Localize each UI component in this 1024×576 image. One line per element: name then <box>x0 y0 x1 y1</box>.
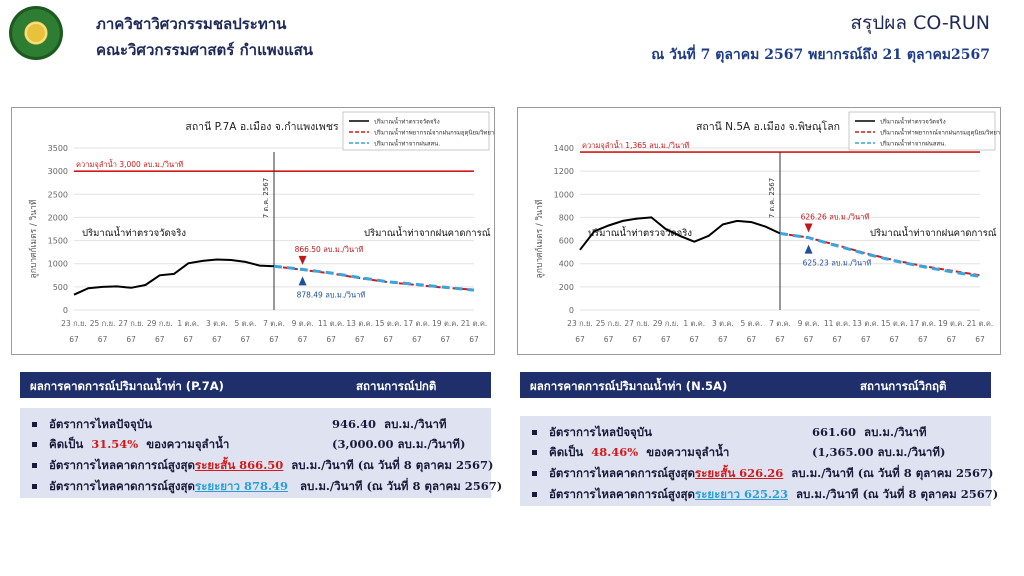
x-tick-year: 67 <box>775 335 785 344</box>
forecast-region-label: ปริมาณน้ำท่าจากฝนคาดการณ์ <box>870 228 997 239</box>
x-tick-label: 25 ก.ย. <box>595 319 622 328</box>
x-tick-label: 27 ก.ย. <box>624 319 650 328</box>
n5a-short-row: อัตราการไหลคาดการณ์สูงสุดระยะสั้น 626.26 ลบ.ม./วินาที (ณ วันที่ 8 ตุลาคม 2567) <box>532 465 993 483</box>
x-tick-label: 17 ต.ค. <box>403 319 431 328</box>
y-tick-label: 500 <box>52 282 68 292</box>
page-title: สรุปผล CO-RUN <box>850 12 990 34</box>
n5a-pct-row: คิดเป็น 48.46% ของความจุลำน้ำ <box>532 444 729 462</box>
y-tick-label: 1200 <box>553 167 574 177</box>
x-tick-year: 67 <box>603 335 614 344</box>
x-tick-label: 27 ก.ย. <box>118 319 144 328</box>
y-tick-label: 3500 <box>47 144 68 153</box>
x-tick-label: 15 ต.ค. <box>374 319 402 328</box>
observed-region-label: ปริมาณน้ำท่าตรวจวัดจริง <box>82 228 186 239</box>
chart-n5a-svg <box>518 108 1000 354</box>
series-line-observed <box>74 260 274 295</box>
x-tick-year: 67 <box>946 335 957 344</box>
y-axis-label: ลูกบาศก์เมตร / วินาที <box>535 199 545 279</box>
y-tick-label: 1000 <box>47 259 68 269</box>
p7a-summary-box <box>20 408 503 498</box>
peak-long-label: 878.49 ลบ.ม./วินาที <box>296 290 366 300</box>
x-tick-label: 29 ก.ย. <box>146 319 173 328</box>
y-tick-label: 2000 <box>47 213 68 223</box>
x-tick-year: 67 <box>212 335 222 344</box>
y-tick-label: 0 <box>62 306 68 315</box>
y-axis-label: ลูกบาศก์เมตร / วินาที <box>29 199 39 279</box>
x-tick-year: 67 <box>240 335 251 344</box>
peak-short-marker <box>805 224 813 233</box>
series-line-forecast_tmd <box>780 233 980 275</box>
y-tick-label: 1400 <box>553 144 574 153</box>
y-tick-label: 2500 <box>47 190 68 200</box>
observed-region-label: ปริมาณน้ำท่าตรวจวัดจริง <box>588 228 692 239</box>
peak-short-label: 626.26 ลบ.ม./วินาที <box>800 212 870 222</box>
x-tick-year: 67 <box>918 335 928 344</box>
x-tick-label: 25 ก.ย. <box>89 319 116 328</box>
n5a-current-value: 661.60 ลบ.ม./วินาที <box>812 425 927 439</box>
capacity-label: ความจุลำน้ำ 3,000 ลบ.ม./วินาที <box>76 160 184 170</box>
y-tick-label: 600 <box>558 236 574 246</box>
peak-long-marker <box>299 276 307 285</box>
x-tick-label: 11 ต.ค. <box>317 319 345 328</box>
x-tick-label: 9 ต.ค. <box>797 319 820 328</box>
x-tick-year: 67 <box>69 335 79 344</box>
y-tick-label: 1000 <box>553 190 574 200</box>
x-tick-year: 67 <box>269 335 279 344</box>
x-tick-label: 19 ต.ค. <box>432 319 459 328</box>
x-tick-label: 11 ต.ค. <box>823 319 851 328</box>
x-tick-label: 21 ต.ค. <box>460 319 488 328</box>
p7a-long-value: ระยะยาว 878.49 <box>195 479 288 493</box>
x-tick-year: 67 <box>183 335 194 344</box>
x-tick-year: 67 <box>746 335 757 344</box>
p7a-status: สถานการณ์ปกติ <box>356 379 437 393</box>
x-tick-year: 67 <box>575 335 585 344</box>
peak-short-label: 866.50 ลบ.ม./วินาที <box>294 244 364 254</box>
x-tick-year: 67 <box>354 335 365 344</box>
university-seal-logo <box>9 6 63 60</box>
n5a-status: สถานการณ์วิกฤติ <box>860 379 947 393</box>
x-tick-year: 67 <box>860 335 871 344</box>
legend-label: ปริมาณน้ำท่าตรวจวัดจริง <box>880 118 946 126</box>
x-tick-year: 67 <box>660 335 671 344</box>
x-tick-label: 7 ต.ค. <box>263 319 285 328</box>
n5a-capacity: (1,365.00 ลบ.ม./วินาที) <box>812 445 946 459</box>
n5a-current-label: อัตราการไหลปัจจุบัน <box>549 425 652 439</box>
x-tick-year: 67 <box>689 335 700 344</box>
y-tick-label: 3000 <box>47 167 68 177</box>
x-tick-year: 67 <box>632 335 642 344</box>
p7a-summary-header <box>20 372 491 398</box>
x-tick-year: 67 <box>440 335 451 344</box>
x-tick-year: 67 <box>832 335 842 344</box>
n5a-long-value: ระยะยาว 625.23 <box>695 487 788 501</box>
x-tick-year: 67 <box>412 335 422 344</box>
forecast-start-label: 7 ต.ค. 2567 <box>768 177 776 219</box>
p7a-current-value: 946.40 ลบ.ม./วินาที <box>332 417 447 431</box>
peak-long-label: 625.23 ลบ.ม./วินาที <box>802 258 872 268</box>
chart-p7a-svg <box>12 108 494 354</box>
x-tick-label: 17 ต.ค. <box>909 319 937 328</box>
y-tick-label: 0 <box>568 306 574 315</box>
chart-title: สถานี N.5A อ.เมือง จ.พิษณุโลก <box>695 121 841 133</box>
x-tick-label: 5 ต.ค. <box>740 319 763 328</box>
p7a-short-row: อัตราการไหลคาดการณ์สูงสุดระยะสั้น 866.50 ลบ.ม./วินาที (ณ วันที่ 8 ตุลาคม 2567) <box>32 457 493 475</box>
p7a-pct-row: คิดเป็น 31.54% ของความจุลำน้ำ <box>32 436 229 454</box>
x-tick-label: 1 ต.ค. <box>177 319 200 328</box>
n5a-pct-value: 48.46% <box>591 445 639 459</box>
x-tick-label: 21 ต.ค. <box>966 319 994 328</box>
peak-long-marker <box>805 245 813 254</box>
x-tick-label: 29 ก.ย. <box>652 319 679 328</box>
p7a-header-label: ผลการคาดการณ์ปริมาณน้ำท่า (P.7A) <box>30 379 224 393</box>
x-tick-label: 15 ต.ค. <box>880 319 908 328</box>
y-tick-label: 1500 <box>47 236 68 246</box>
n5a-header-label: ผลการคาดการณ์ปริมาณน้ำท่า (N.5A) <box>530 379 728 393</box>
x-tick-label: 19 ต.ค. <box>938 319 965 328</box>
legend-label: ปริมาณน้ำท่าจากฝนสสน. <box>880 140 947 148</box>
x-tick-year: 67 <box>469 335 479 344</box>
x-tick-label: 5 ต.ค. <box>234 319 257 328</box>
p7a-current-row <box>32 416 152 434</box>
n5a-current-row <box>532 424 652 442</box>
p7a-capacity: (3,000.00 ลบ.ม./วินาที) <box>332 437 466 451</box>
x-tick-label: 23 ก.ย. <box>61 319 87 328</box>
x-tick-label: 13 ต.ค. <box>852 319 880 328</box>
x-tick-year: 67 <box>383 335 394 344</box>
page-subtitle: ณ วันที่ 7 ตุลาคม 2567 พยากรณ์ถึง 21 ตุลาคม2567 <box>651 47 990 63</box>
forecast-start-label: 7 ต.ค. 2567 <box>262 177 270 219</box>
legend-label: ปริมาณน้ำท่าพยากรณ์จากฝนกรมอุตุนิยมวิทยา <box>374 129 494 137</box>
p7a-current-label: อัตราการไหลปัจจุบัน <box>49 417 152 431</box>
p7a-short-value: ระยะสั้น 866.50 <box>195 458 284 472</box>
y-tick-label: 400 <box>558 259 574 269</box>
y-tick-label: 800 <box>558 213 574 223</box>
x-tick-year: 67 <box>975 335 985 344</box>
legend-label: ปริมาณน้ำท่าตรวจวัดจริง <box>374 118 440 126</box>
x-tick-year: 67 <box>326 335 336 344</box>
x-tick-year: 67 <box>97 335 108 344</box>
x-tick-label: 13 ต.ค. <box>346 319 374 328</box>
chart-title: สถานี P.7A อ.เมือง จ.กำแพงเพชร <box>185 121 339 133</box>
x-tick-year: 67 <box>297 335 308 344</box>
n5a-summary-box <box>520 416 999 506</box>
x-tick-label: 9 ต.ค. <box>291 319 314 328</box>
x-tick-label: 3 ต.ค. <box>205 319 228 328</box>
department-name: ภาควิชาวิศวกรรมชลประทาน <box>96 15 287 33</box>
capacity-label: ความจุลำน้ำ 1,365 ลบ.ม./วินาที <box>582 141 690 151</box>
p7a-long-row: อัตราการไหลคาดการณ์สูงสุดระยะยาว 878.49 ลบ.ม./วินาที (ณ วันที่ 8 ตุลาคม 2567) <box>32 478 502 496</box>
x-tick-year: 67 <box>718 335 728 344</box>
forecast-region-label: ปริมาณน้ำท่าจากฝนคาดการณ์ <box>364 228 491 239</box>
x-tick-year: 67 <box>889 335 900 344</box>
n5a-summary-header <box>520 372 991 398</box>
x-tick-label: 7 ต.ค. <box>769 319 791 328</box>
y-tick-label: 200 <box>558 282 574 292</box>
x-tick-year: 67 <box>126 335 136 344</box>
p7a-pct-value: 31.54% <box>91 437 139 451</box>
x-tick-label: 23 ก.ย. <box>567 319 593 328</box>
legend-label: ปริมาณน้ำท่าพยากรณ์จากฝนกรมอุตุนิยมวิทยา <box>880 129 1000 137</box>
chart-n5a <box>517 107 1001 355</box>
x-tick-label: 1 ต.ค. <box>683 319 706 328</box>
x-tick-year: 67 <box>803 335 814 344</box>
n5a-short-value: ระยะสั้น 626.26 <box>695 466 784 480</box>
faculty-name: คณะวิศวกรรมศาสตร์ กำแพงแสน <box>96 41 314 59</box>
legend-label: ปริมาณน้ำท่าจากฝนสสน. <box>374 140 441 148</box>
x-tick-label: 3 ต.ค. <box>711 319 734 328</box>
chart-p7a <box>11 107 495 355</box>
x-tick-year: 67 <box>154 335 165 344</box>
n5a-long-row: อัตราการไหลคาดการณ์สูงสุดระยะยาว 625.23 ลบ.ม./วินาที (ณ วันที่ 8 ตุลาคม 2567) <box>532 486 998 504</box>
